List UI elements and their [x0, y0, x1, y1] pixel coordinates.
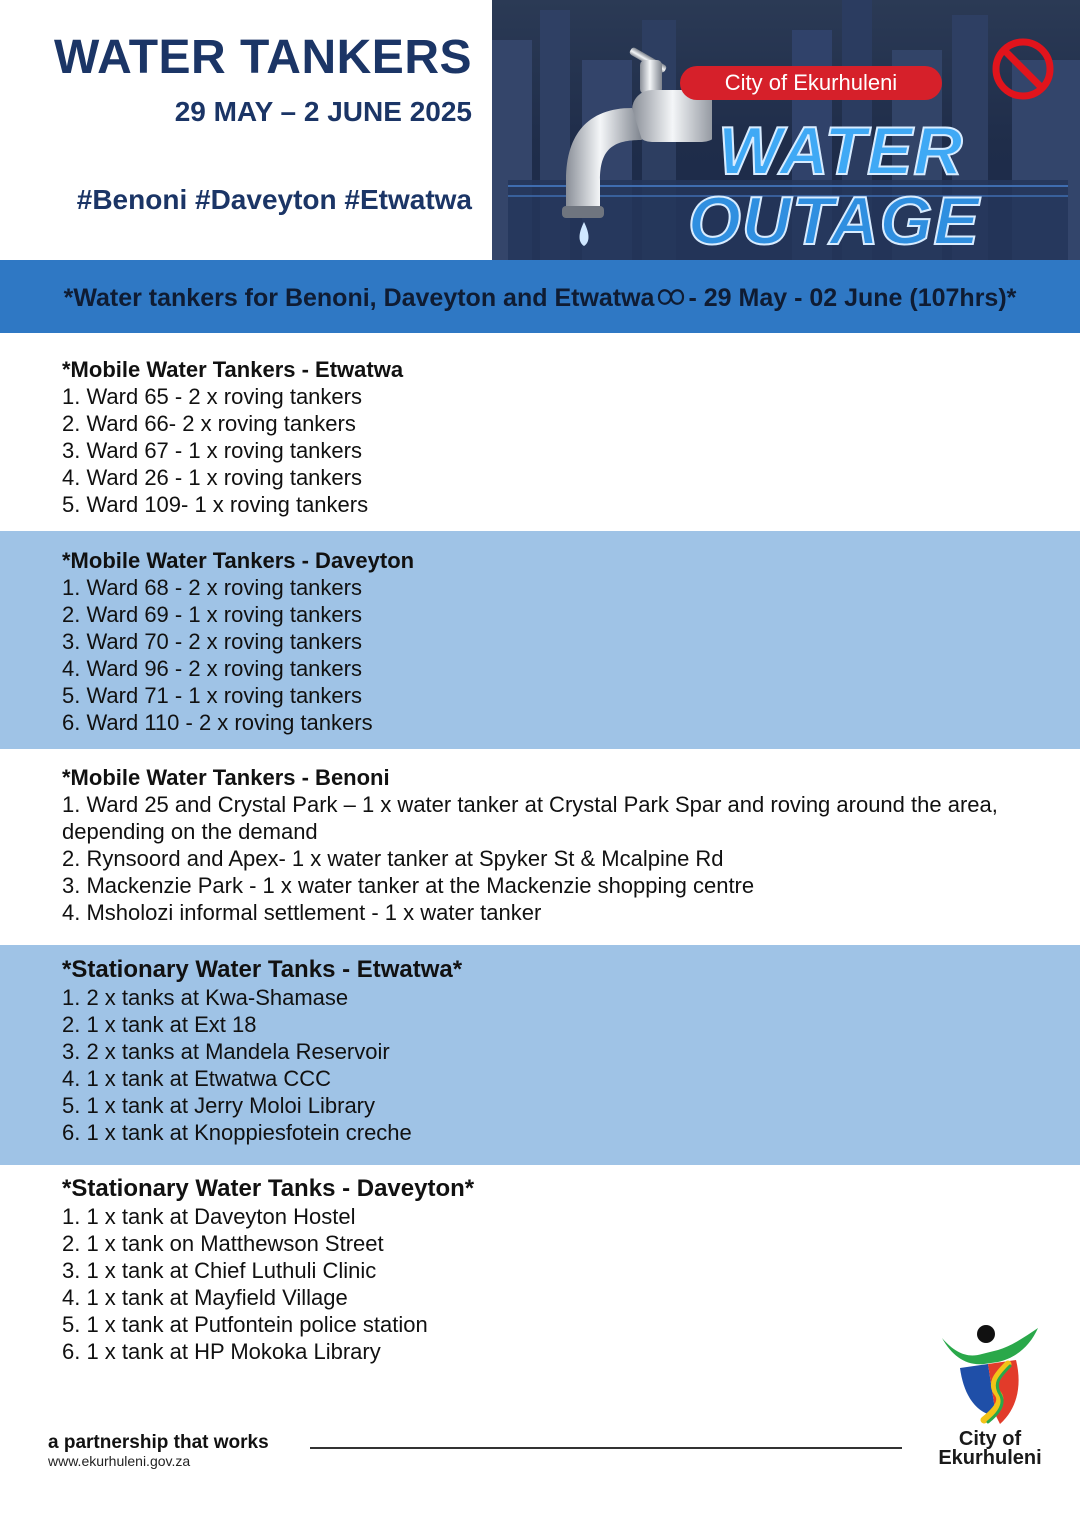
list-item: 5. 1 x tank at Jerry Moloi Library: [62, 1093, 376, 1119]
water-outage-banner: [492, 0, 1080, 260]
section-list: [62, 574, 1080, 737]
list-item: 2. 1 x tank at Ext 18: [62, 1012, 257, 1038]
date-range: 29 MAY – 2 JUNE 2025: [174, 96, 472, 127]
banner-title-outage: OUTAGE: [688, 183, 980, 259]
section-title: *Mobile Water Tankers - Benoni: [62, 765, 390, 790]
logo-wordmark-line1: City of: [958, 1428, 1022, 1450]
section-title: *Mobile Water Tankers - Daveyton: [62, 548, 415, 573]
list-item: 2. Rynsoord and Apex- 1 x water tanker at Spyker St & Mcalpine Rd: [62, 846, 724, 872]
banner-title-water: WATER: [718, 113, 964, 189]
section-mobile-etwatwa: [0, 356, 1080, 518]
list-item: 3. 2 x tanks at Mandela Reservoir: [62, 1039, 390, 1065]
subtitle-band: [0, 260, 1080, 333]
section-title: *Stationary Water Tanks - Daveyton*: [62, 1175, 475, 1202]
section-title: *Stationary Water Tanks - Etwatwa*: [62, 956, 463, 983]
shuffle-loop-icon: [656, 284, 686, 310]
list-item: 5. Ward 71 - 1 x roving tankers: [62, 683, 362, 709]
section-mobile-benoni: [0, 764, 1080, 926]
list-item: 6. 1 x tank at HP Mokoka Library: [62, 1339, 381, 1365]
section-mobile-daveyton: [0, 531, 1080, 749]
list-item: 1. 2 x tanks at Kwa-Shamase: [62, 985, 349, 1010]
water-tap-icon: [532, 30, 712, 260]
list-item: 5. 1 x tank at Putfontein police station: [62, 1312, 428, 1338]
page-title: WATER TANKERS: [53, 31, 472, 84]
list-item: 3. Ward 67 - 1 x roving tankers: [62, 438, 362, 464]
list-item: 1. Ward 25 and Crystal Park – 1 x water tanker at Crystal Park Spar and roving around the area, depending on the demand: [62, 792, 998, 845]
brand-pill: City of Ekurhuleni: [680, 66, 942, 100]
list-item: 2. Ward 69 - 1 x roving tankers: [62, 602, 362, 628]
footer-slogan: a partnership that works: [48, 1432, 269, 1453]
list-item: 2. Ward 66- 2 x roving tankers: [62, 411, 356, 437]
list-item: 6. Ward 110 - 2 x roving tankers: [62, 710, 373, 736]
subtitle-text-end: - 29 May - 02 June (107hrs)*: [688, 284, 1017, 312]
subtitle-text-start: *Water tankers for Benoni, Daveyton and Etwatwa: [63, 284, 655, 312]
list-item: 3. 1 x tank at Chief Luthuli Clinic: [62, 1258, 377, 1284]
section-list: [62, 791, 1080, 926]
footer-divider: [310, 1447, 902, 1449]
section-stationary-etwatwa: [0, 945, 1080, 1165]
list-item: 4. 1 x tank at Mayfield Village: [62, 1285, 348, 1311]
footer-url: www.ekurhuleni.gov.za: [48, 1453, 191, 1469]
list-item: 4. Msholozi informal settlement - 1 x water tanker: [62, 900, 542, 926]
section-list: [62, 383, 1080, 518]
list-item: 5. Ward 109- 1 x roving tankers: [62, 492, 369, 518]
logo-wordmark: [930, 1430, 1050, 1468]
city-of-ekurhuleni-logo-icon: [938, 1324, 1042, 1430]
logo-wordmark-line2: Ekurhuleni: [938, 1447, 1042, 1469]
list-item: 1. Ward 65 - 2 x roving tankers: [62, 384, 362, 409]
list-item: 4. Ward 96 - 2 x roving tankers: [62, 656, 362, 682]
list-item: 6. 1 x tank at Knoppiesfotein creche: [62, 1120, 412, 1146]
header-text-block: [0, 0, 492, 260]
list-item: 4. 1 x tank at Etwatwa CCC: [62, 1066, 331, 1092]
subtitle-text: [0, 260, 1080, 333]
list-item: 2. 1 x tank on Matthewson Street: [62, 1231, 384, 1257]
list-item: 3. Ward 70 - 2 x roving tankers: [62, 629, 362, 655]
list-item: 1. Ward 68 - 2 x roving tankers: [62, 575, 362, 600]
list-item: 4. Ward 26 - 1 x roving tankers: [62, 465, 362, 491]
hashtags: #Benoni #Daveyton #Etwatwa: [76, 184, 472, 215]
list-item: 1. 1 x tank at Daveyton Hostel: [62, 1204, 356, 1229]
prohibited-icon: [990, 36, 1056, 102]
section-title: *Mobile Water Tankers - Etwatwa: [62, 357, 404, 382]
section-stationary-daveyton: [0, 1174, 1080, 1366]
list-item: 3. Mackenzie Park - 1 x water tanker at the Mackenzie shopping centre: [62, 873, 755, 899]
section-list: [62, 1203, 1080, 1366]
section-list: [62, 984, 1080, 1147]
